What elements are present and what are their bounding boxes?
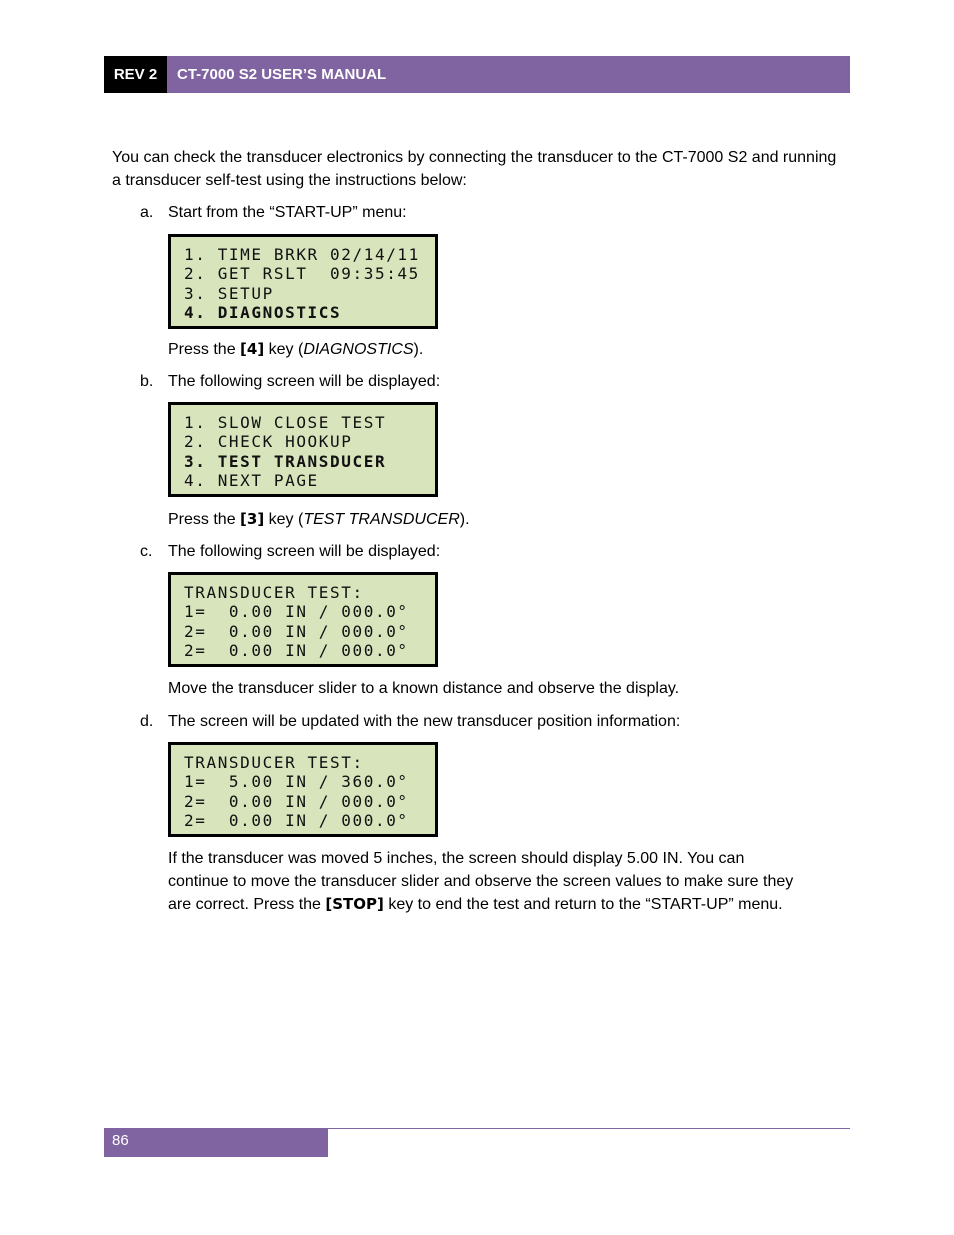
final-paragraph: If the transducer was moved 5 inches, the screen should display 5.00 IN. You can continue to move the transducer slider and observe the screen values to make sure they are correct. Press the [STOP] key to end the test and return to the “START-UP” menu. <box>168 850 794 913</box>
step-text: The following screen will be displayed: <box>168 543 441 560</box>
step-text: Start from the “START-UP” menu: <box>168 204 407 221</box>
lcd-line: 1= 5.00 IN / 360.0° <box>184 772 409 791</box>
lcd-screen-transducer-test <box>168 572 438 667</box>
step-text: The following screen will be displayed: <box>168 373 441 390</box>
key-3: [3] <box>240 510 265 528</box>
key-4: [4] <box>240 340 265 358</box>
lcd-line: 1= 0.00 IN / 000.0° <box>184 602 409 621</box>
lcd-line: 3. SETUP <box>184 284 274 303</box>
press-instruction-2: Press the [3] key (TEST TRANSDUCER). <box>168 510 470 528</box>
step-label: c. <box>140 543 153 560</box>
step-label: a. <box>140 204 154 221</box>
lcd-line: 2= 0.00 IN / 000.0° <box>184 641 409 660</box>
lcd-line: 2= 0.00 IN / 000.0° <box>184 622 409 641</box>
key-stop: [STOP] <box>325 895 384 913</box>
press-instruction-1: Press the [4] key (DIAGNOSTICS). <box>168 340 424 358</box>
lcd-line: 4. NEXT PAGE <box>184 471 319 490</box>
manual-title: CT-7000 S2 USER’S MANUAL <box>167 56 850 93</box>
lcd-line: 2= 0.00 IN / 000.0° <box>184 792 409 811</box>
lcd-line-selected: 4. DIAGNOSTICS <box>184 303 342 322</box>
page-header <box>104 56 850 93</box>
page-number: 86 <box>104 1129 328 1157</box>
step-label: b. <box>140 373 154 390</box>
lcd-line: TRANSDUCER TEST: <box>184 583 364 602</box>
lcd-screen-startup <box>168 234 438 329</box>
lcd-line: 2. CHECK HOOKUP <box>184 432 353 451</box>
step-text: The screen will be updated with the new transducer position information: <box>168 713 681 730</box>
revision-label: REV 2 <box>104 56 167 93</box>
lcd-line: TRANSDUCER TEST: <box>184 753 364 772</box>
lcd-line: 1. TIME BRKR 02/14/11 <box>184 245 420 264</box>
lcd-line: 2. GET RSLT 09:35:45 <box>184 264 420 283</box>
lcd-line-selected: 3. TEST TRANSDUCER <box>184 452 387 471</box>
lcd-screen-transducer-updated <box>168 742 438 837</box>
lcd-line: 2= 0.00 IN / 000.0° <box>184 811 409 830</box>
lcd-line: 1. SLOW CLOSE TEST <box>184 413 387 432</box>
step-label: d. <box>140 713 154 730</box>
lcd-screen-diagnostics <box>168 402 438 497</box>
intro-paragraph: You can check the transducer electronics by connecting the transducer to the CT-7000 S2 and running a transducer self-test using the instructions below: <box>112 149 837 189</box>
move-instruction: Move the transducer slider to a known distance and observe the display. <box>168 680 680 697</box>
